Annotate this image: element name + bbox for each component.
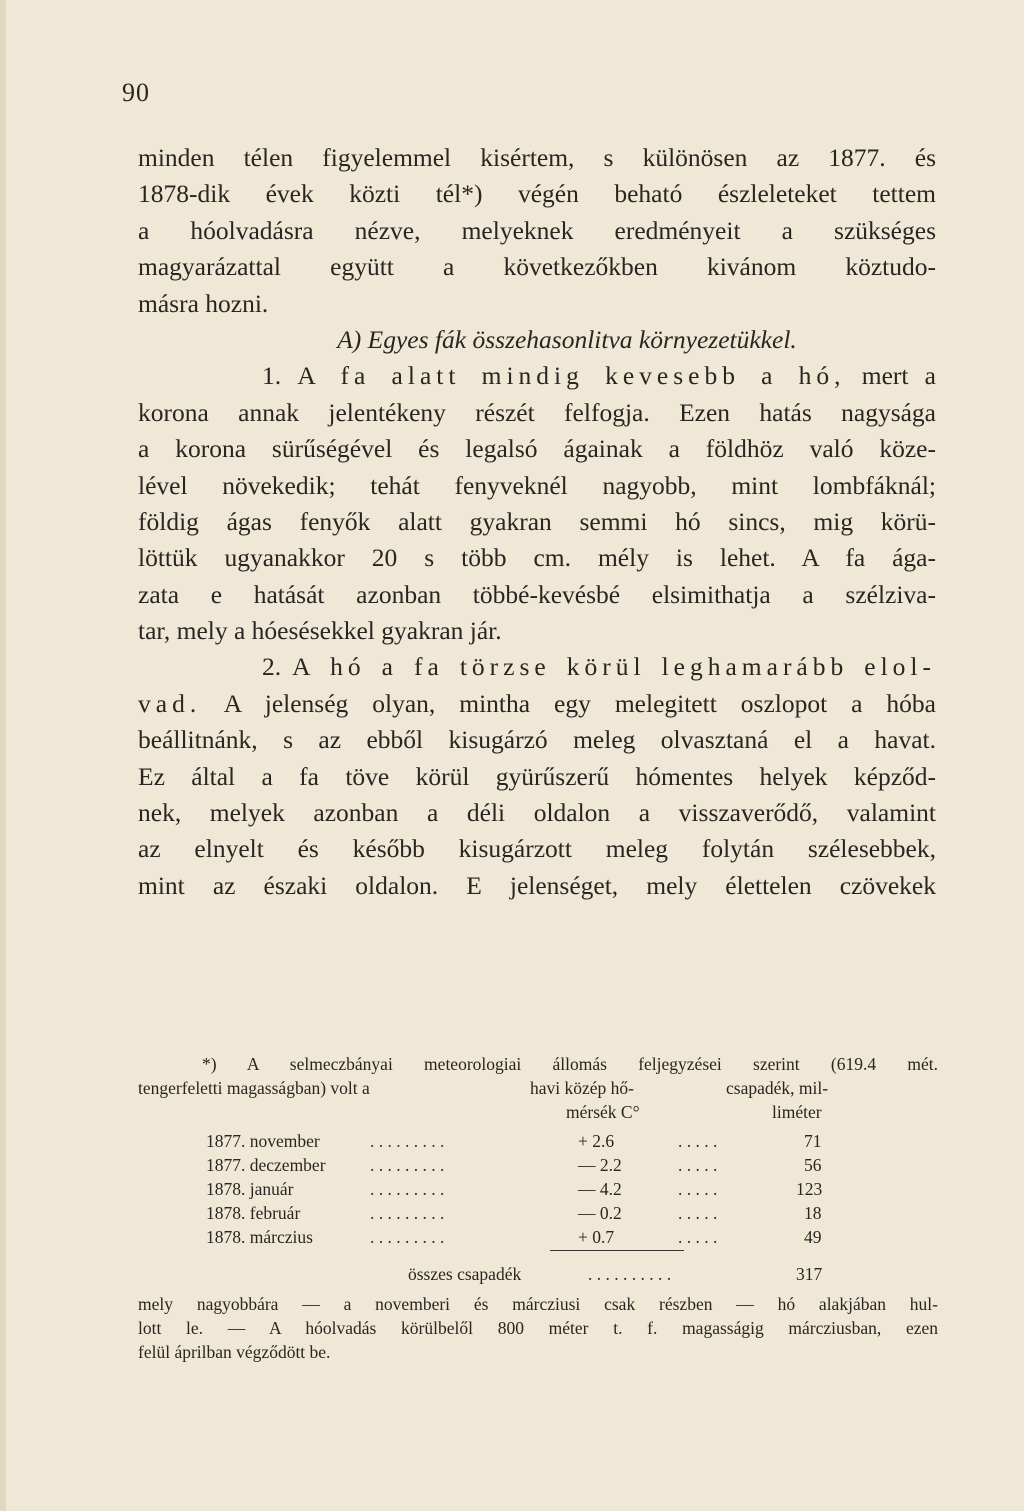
precip-header: liméter bbox=[772, 1102, 822, 1122]
total-value: 317 bbox=[796, 1264, 823, 1284]
footnote-line: felül áprilban végződött be. bbox=[138, 1342, 331, 1362]
table-row-month: 1878. január bbox=[206, 1179, 294, 1199]
spaced-lead: A hó a fa törzse körül leghamarább elol- bbox=[292, 652, 936, 682]
lead-rest: A jelenség olyan, mintha egy melegitett oszlopot a hóba bbox=[223, 688, 936, 718]
text-line: nek, melyek azonban a déli oldalon a visszaverődő, valamint bbox=[138, 798, 936, 828]
paragraph-number: 1. bbox=[262, 361, 282, 391]
table-row-month: 1878. márczius bbox=[206, 1227, 313, 1247]
table-row-precip: 18 bbox=[804, 1203, 822, 1223]
table-row-temp: + 2.6 bbox=[578, 1131, 615, 1151]
table-row-precip: 71 bbox=[804, 1131, 822, 1151]
paragraph-lead bbox=[138, 358, 936, 394]
table-row-precip: 123 bbox=[796, 1179, 823, 1199]
footnote-line: mely nagyobbára — a novemberi és márcziusi csak részben — hó alakjában hul- bbox=[138, 1294, 938, 1314]
footnote bbox=[138, 1052, 938, 1362]
climate-table bbox=[138, 1076, 938, 1362]
leader-dots: . . . . . . . . . bbox=[370, 1155, 445, 1175]
text-line: az elnyelt és később kisugárzott meleg folytán szélesebbek, bbox=[138, 834, 936, 864]
leader-dots: . . . . . bbox=[678, 1131, 718, 1151]
paragraph-number: 2. bbox=[262, 652, 282, 682]
text-line: földig ágas fenyők alatt gyakran semmi hó sincs, mig körü- bbox=[138, 506, 936, 536]
leader-dots: . . . . . bbox=[678, 1179, 718, 1199]
text-line: zata e hatását azonban többé-kevésbé elsimithatja a szélziva- bbox=[138, 579, 936, 609]
table-row-month: 1877. november bbox=[206, 1131, 320, 1151]
text-line: korona annak jelentékeny részét felfogja. Ezen hatás nagysága bbox=[138, 397, 936, 427]
table-row-precip: 56 bbox=[804, 1155, 822, 1175]
page-number: 90 bbox=[122, 78, 150, 107]
leader-dots: . . . . . . . . . bbox=[370, 1203, 445, 1223]
spaced-lead: vad. bbox=[138, 688, 202, 718]
table-row-month: 1877. deczember bbox=[206, 1155, 326, 1175]
text-line: löttük ugyanakkor 20 s több cm. mély is lehet. A fa ága- bbox=[138, 543, 936, 573]
leader-dots: . . . . . . . . . . bbox=[588, 1264, 672, 1284]
text-line: magyarázattal együtt a következőkben kivánom köztudo- bbox=[138, 252, 936, 282]
leader-dots: . . . . . bbox=[678, 1155, 718, 1175]
leader-dots: . . . . . . . . . bbox=[370, 1227, 445, 1247]
paragraph-lead bbox=[138, 649, 936, 685]
table-row-temp: — 4.2 bbox=[578, 1179, 622, 1199]
lead-rest: mert a bbox=[861, 361, 936, 391]
footnote-line: lott le. — A hóolvadás körülbelől 800 méter t. f. magasságig márcziusban, ezen bbox=[138, 1318, 938, 1338]
text-line: Ez által a fa töve körül gyürűszerű hómentes helyek képződ- bbox=[138, 761, 936, 791]
total-label: összes csapadék bbox=[408, 1264, 522, 1284]
table-row-precip: 49 bbox=[804, 1227, 822, 1247]
leader-dots: . . . . . . . . . bbox=[370, 1131, 445, 1151]
text-line: lével növekedik; tehát fenyveknél nagyobb, mint lombfáknál; bbox=[138, 470, 936, 500]
text-line: 1878-dik évek közti tél*) végén beható észleleteket tettem bbox=[138, 179, 936, 209]
footnote-line: tengerfeletti magasságban) volt a bbox=[138, 1078, 370, 1098]
leader-dots: . . . . . . . . . bbox=[370, 1179, 445, 1199]
spaced-lead: A fa alatt mindig kevesebb a hó, bbox=[297, 361, 846, 391]
text-line: a hóolvadásra nézve, melyeknek eredményeit a szükséges bbox=[138, 215, 936, 245]
leader-dots: . . . . . bbox=[678, 1227, 718, 1247]
paragraph-lead-cont bbox=[138, 686, 936, 722]
text-line: a korona sürűségével és legalsó ágainak a földhöz való köze- bbox=[138, 434, 936, 464]
table-row-month: 1878. február bbox=[206, 1203, 301, 1223]
text-line: beállitnánk, s az ebből kisugárzó meleg olvasztaná el a havat. bbox=[138, 725, 936, 755]
temp-header: havi közép hő- bbox=[530, 1078, 634, 1098]
table-row-temp: + 0.7 bbox=[578, 1227, 615, 1247]
precip-header: csapadék, mil- bbox=[726, 1078, 829, 1098]
text-line: minden télen figyelemmel kisértem, s különösen az 1877. és bbox=[138, 143, 936, 172]
text-line: mint az északi oldalon. E jelenséget, mely élettelen czövekek bbox=[138, 870, 936, 900]
table-row-temp: — 0.2 bbox=[578, 1203, 622, 1223]
section-heading: A) Egyes fák összehasonlitva környezetükkel. bbox=[337, 324, 797, 354]
table-rule bbox=[550, 1250, 684, 1251]
body-text bbox=[138, 140, 936, 904]
footnote-line: *) A selmeczbányai meteorologiai állomás feljegyzései szerint (619.4 mét. bbox=[202, 1054, 938, 1074]
text-line: másra hozni. bbox=[138, 288, 269, 318]
text-line: tar, mely a hóesésekkel gyakran jár. bbox=[138, 616, 502, 646]
table-row-temp: — 2.2 bbox=[578, 1155, 622, 1175]
page-edge bbox=[0, 0, 6, 1511]
leader-dots: . . . . . bbox=[678, 1203, 718, 1223]
temp-header: mérsék C° bbox=[566, 1102, 640, 1122]
